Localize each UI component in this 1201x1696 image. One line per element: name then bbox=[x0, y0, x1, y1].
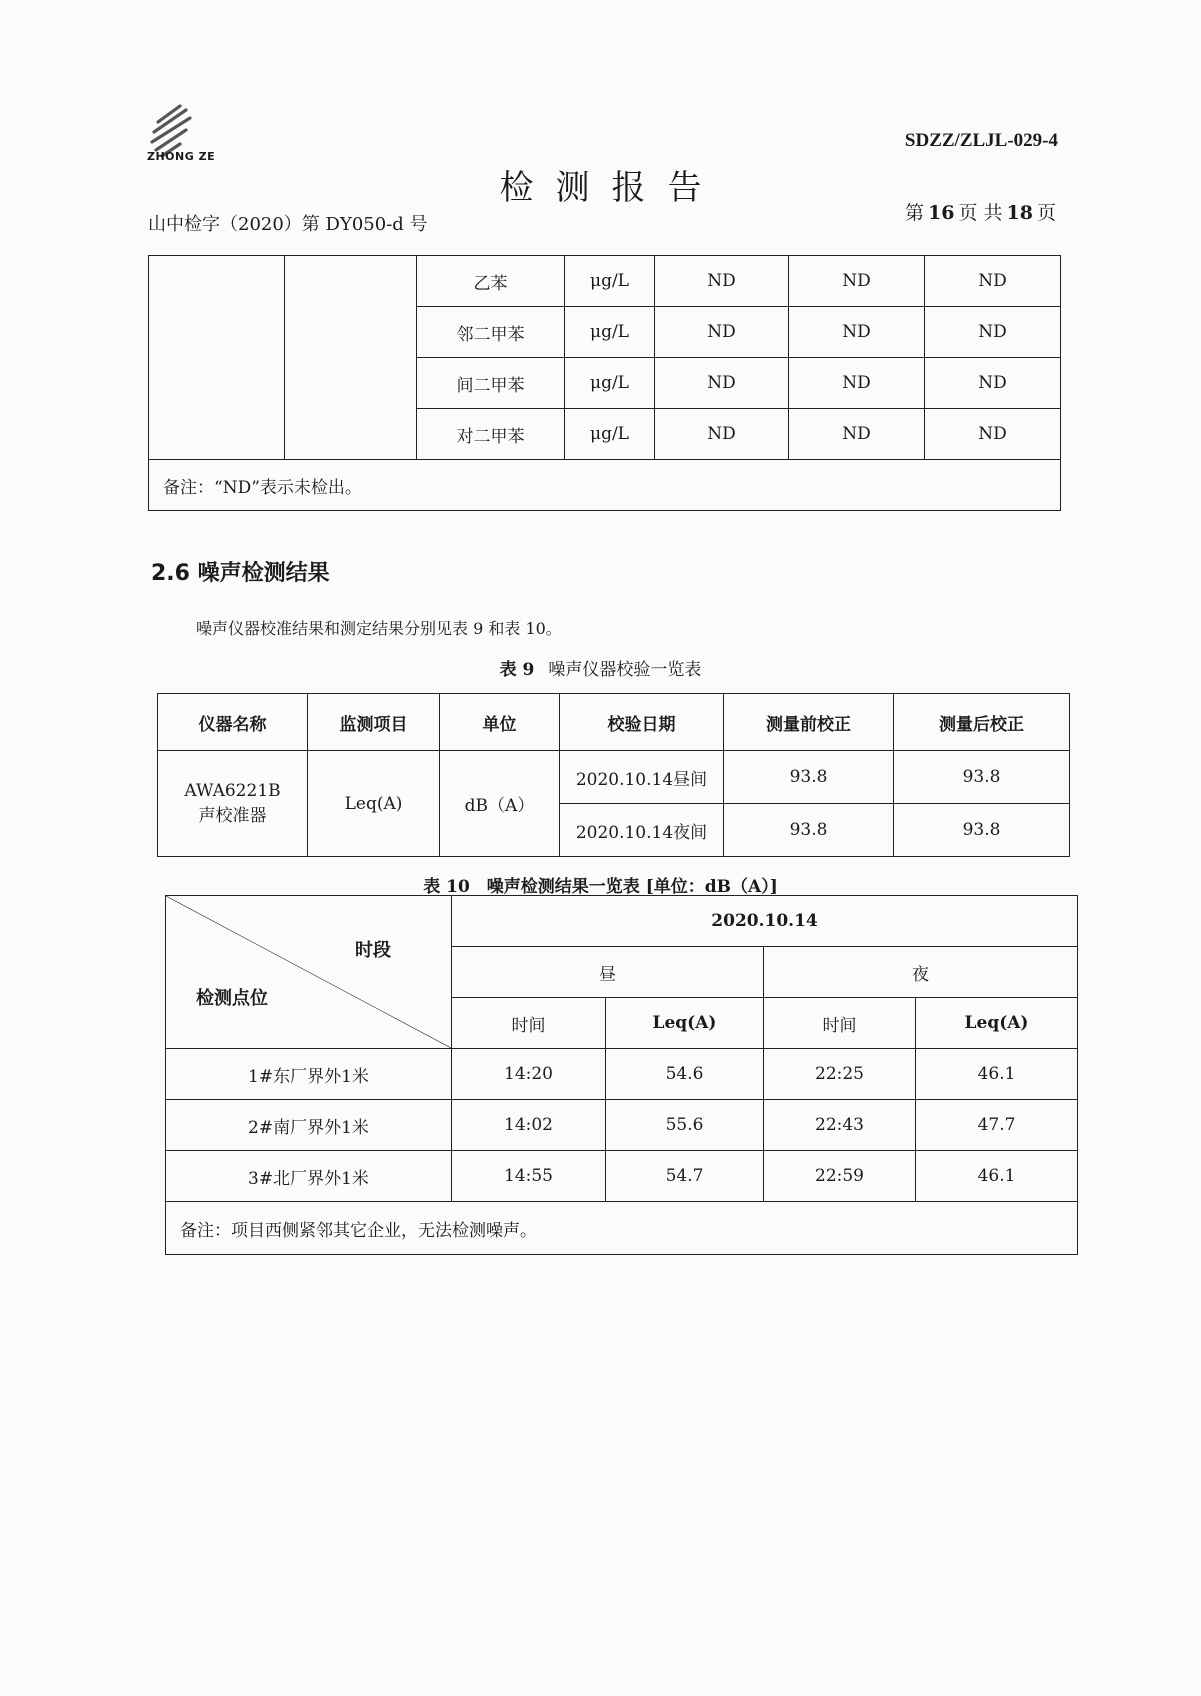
section-intro: 噪声仪器校准结果和测定结果分别见表 9 和表 10。 bbox=[196, 619, 562, 638]
remark-cell: 备注：“ND”表示未检出。 bbox=[149, 460, 1061, 511]
table-row bbox=[158, 751, 1070, 804]
value-cell: 93.8 bbox=[724, 751, 894, 804]
noise-results-table bbox=[165, 895, 1078, 1255]
value-cell: ND bbox=[655, 358, 789, 409]
value-cell: ND bbox=[789, 256, 925, 307]
table-header-row bbox=[158, 694, 1070, 751]
page-prefix: 第 bbox=[905, 202, 925, 224]
unit-cell: dB（A） bbox=[440, 751, 560, 857]
table10-caption: 表 10 噪声检测结果一览表 [单位：dB（A）] bbox=[423, 877, 778, 897]
point-cell: 3#北厂界外1米 bbox=[166, 1151, 452, 1202]
time-cell: 22:59 bbox=[764, 1151, 916, 1202]
value-cell: ND bbox=[655, 307, 789, 358]
instrument-type: 声校准器 bbox=[198, 806, 267, 826]
table9-caption bbox=[0, 655, 1201, 680]
diagonal-line bbox=[166, 896, 451, 1048]
table-row bbox=[166, 1202, 1078, 1255]
instrument-cell bbox=[158, 751, 308, 857]
value-cell: ND bbox=[925, 307, 1061, 358]
item-cell: 邻二甲苯 bbox=[417, 307, 565, 358]
value-cell: ND bbox=[925, 256, 1061, 307]
value-cell: ND bbox=[789, 358, 925, 409]
value-cell: 93.8 bbox=[724, 804, 894, 857]
time-cell: 14:55 bbox=[452, 1151, 606, 1202]
item-cell: 乙苯 bbox=[417, 256, 565, 307]
night-header: 夜 bbox=[764, 947, 1078, 998]
column-header: 时间 bbox=[764, 998, 916, 1049]
report-number: 山中检字（2020）第 DY050-d 号 bbox=[148, 214, 428, 235]
page-current: 16 bbox=[928, 202, 955, 224]
value-cell: ND bbox=[925, 409, 1061, 460]
value-cell: 93.8 bbox=[894, 804, 1070, 857]
page-total: 18 bbox=[1006, 202, 1033, 224]
table-header-row bbox=[166, 896, 1078, 947]
period-label: 时段 bbox=[355, 940, 391, 961]
column-header: 测量前校正 bbox=[724, 694, 894, 751]
table9-number: 表 9 bbox=[499, 660, 535, 680]
day-header: 昼 bbox=[452, 947, 764, 998]
unit-cell: μg/L bbox=[565, 256, 655, 307]
value-cell: 46.1 bbox=[916, 1151, 1078, 1202]
column-header: 测量后校正 bbox=[894, 694, 1070, 751]
value-cell: 55.6 bbox=[606, 1100, 764, 1151]
time-cell: 14:20 bbox=[452, 1049, 606, 1100]
table-row bbox=[149, 460, 1061, 511]
column-header: Leq(A) bbox=[606, 998, 764, 1049]
unit-cell: μg/L bbox=[565, 409, 655, 460]
table-row bbox=[166, 1151, 1078, 1202]
column-header: 单位 bbox=[440, 694, 560, 751]
table-row bbox=[149, 256, 1061, 307]
column-header: 监测项目 bbox=[308, 694, 440, 751]
item-cell: Leq(A) bbox=[308, 751, 440, 857]
value-cell: ND bbox=[655, 409, 789, 460]
value-cell: 46.1 bbox=[916, 1049, 1078, 1100]
blank-category-cell bbox=[149, 256, 285, 460]
value-cell: ND bbox=[789, 409, 925, 460]
column-header: 校验日期 bbox=[560, 694, 724, 751]
remark-cell: 备注：项目西侧紧邻其它企业，无法检测噪声。 bbox=[166, 1202, 1078, 1255]
value-cell: 54.6 bbox=[606, 1049, 764, 1100]
value-cell: ND bbox=[655, 256, 789, 307]
date-cell: 2020.10.14夜间 bbox=[560, 804, 724, 857]
table9-title: 噪声仪器校验一览表 bbox=[548, 660, 702, 680]
blank-sample-cell bbox=[285, 256, 417, 460]
time-cell: 14:02 bbox=[452, 1100, 606, 1151]
unit-cell: μg/L bbox=[565, 358, 655, 409]
section-heading: 2.6 噪声检测结果 bbox=[151, 561, 330, 586]
column-header: 仪器名称 bbox=[158, 694, 308, 751]
logo-text: ZHONG ZE bbox=[147, 150, 216, 163]
voc-results-table bbox=[148, 255, 1061, 511]
point-label: 检测点位 bbox=[196, 988, 268, 1009]
table-row bbox=[166, 1100, 1078, 1151]
value-cell: 93.8 bbox=[894, 751, 1070, 804]
value-cell: 47.7 bbox=[916, 1100, 1078, 1151]
point-cell: 2#南厂界外1米 bbox=[166, 1100, 452, 1151]
report-title: 检测报告 bbox=[499, 168, 724, 208]
table-row bbox=[166, 1049, 1078, 1100]
date-header: 2020.10.14 bbox=[452, 896, 1078, 947]
calibration-table bbox=[157, 693, 1070, 857]
page-mid: 页 共 bbox=[958, 202, 1003, 224]
column-header: Leq(A) bbox=[916, 998, 1078, 1049]
value-cell: ND bbox=[789, 307, 925, 358]
point-cell: 1#东厂界外1米 bbox=[166, 1049, 452, 1100]
date-cell: 2020.10.14昼间 bbox=[560, 751, 724, 804]
value-cell: ND bbox=[925, 358, 1061, 409]
instrument-model: AWA6221B bbox=[184, 781, 281, 801]
diagonal-header-cell bbox=[166, 896, 452, 1049]
page-info bbox=[905, 198, 1056, 225]
item-cell: 对二甲苯 bbox=[417, 409, 565, 460]
page-suffix: 页 bbox=[1036, 202, 1056, 224]
document-code: SDZZ/ZLJL-029-4 bbox=[904, 130, 1058, 151]
column-header: 时间 bbox=[452, 998, 606, 1049]
time-cell: 22:43 bbox=[764, 1100, 916, 1151]
time-cell: 22:25 bbox=[764, 1049, 916, 1100]
unit-cell: μg/L bbox=[565, 307, 655, 358]
item-cell: 间二甲苯 bbox=[417, 358, 565, 409]
value-cell: 54.7 bbox=[606, 1151, 764, 1202]
